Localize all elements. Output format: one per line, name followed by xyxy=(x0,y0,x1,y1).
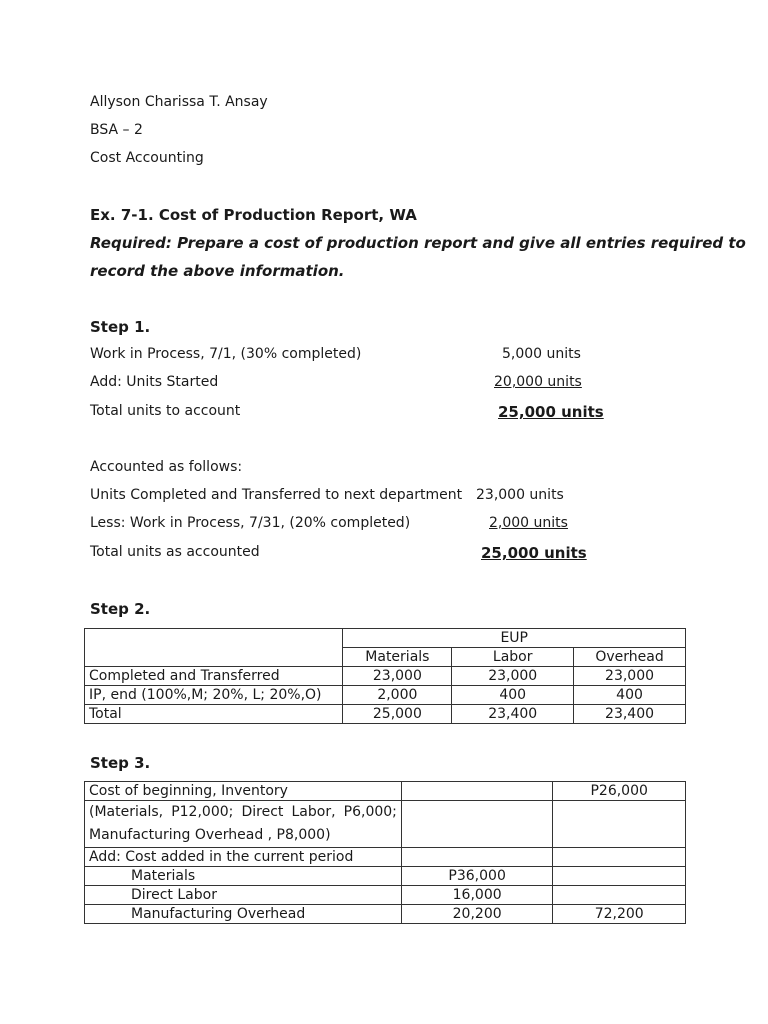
row-label: Manufacturing Overhead xyxy=(85,905,402,924)
table-row xyxy=(85,667,686,686)
accounted-row-value: 2,000 units xyxy=(489,515,568,531)
step1-row-value: 20,000 units xyxy=(494,374,582,390)
row-label: Cost of beginning, Inventory xyxy=(85,782,402,801)
table-row xyxy=(85,867,686,886)
accounted-row-value: 23,000 units xyxy=(476,487,564,503)
accounted-heading: Accounted as follows: xyxy=(90,459,243,475)
cell-value xyxy=(553,848,686,867)
required-line-1: Required: Prepare a cost of production report and give all entries required to xyxy=(90,234,746,252)
cell-value: 23,000 xyxy=(343,667,452,686)
row-label-line: (Materials, P12,000; Direct Labor, P6,000; xyxy=(89,804,397,820)
accounted-row-label: Units Completed and Transferred to next department xyxy=(90,487,463,503)
cell-value xyxy=(553,867,686,886)
required-line-2: record the above information. xyxy=(90,262,345,280)
cell-value: 23,000 xyxy=(574,667,686,686)
cell-value: 72,200 xyxy=(553,905,686,924)
cell-value: 20,200 xyxy=(401,905,552,924)
table-row xyxy=(85,886,686,905)
cell-value: P26,000 xyxy=(553,782,686,801)
row-label: Materials xyxy=(85,867,402,886)
row-label-line: Manufacturing Overhead , P8,000) xyxy=(89,827,331,843)
column-header-materials: Materials xyxy=(343,648,452,667)
row-label: Total xyxy=(85,705,343,724)
cell-value: 23,000 xyxy=(452,667,574,686)
cell-value: 16,000 xyxy=(401,886,552,905)
cell-value: 400 xyxy=(574,686,686,705)
row-label: Completed and Transferred xyxy=(85,667,343,686)
step3-heading: Step 3. xyxy=(90,754,151,772)
cost-table xyxy=(84,781,686,924)
accounted-total-value: 25,000 units xyxy=(481,544,587,562)
step1-heading: Step 1. xyxy=(90,318,151,336)
section-label: BSA – 2 xyxy=(90,122,143,138)
course-label: Cost Accounting xyxy=(90,150,204,166)
eup-group-header: EUP xyxy=(343,629,686,648)
accounted-row-label: Less: Work in Process, 7/31, (20% completed) xyxy=(90,515,411,531)
table-row xyxy=(85,705,686,724)
cell-value xyxy=(401,801,552,848)
cell-value: 23,400 xyxy=(452,705,574,724)
eup-table-corner xyxy=(85,629,343,648)
table-row xyxy=(85,782,686,801)
cell-value xyxy=(553,801,686,848)
cell-value xyxy=(553,886,686,905)
accounted-row-label: Total units as accounted xyxy=(90,544,260,560)
table-row xyxy=(85,801,686,848)
step1-row-value: 5,000 units xyxy=(502,346,581,362)
row-label: IP, end (100%,M; 20%, L; 20%,O) xyxy=(85,686,343,705)
table-row xyxy=(85,686,686,705)
column-header-labor: Labor xyxy=(452,648,574,667)
eup-table xyxy=(84,628,686,724)
cell-value: P36,000 xyxy=(401,867,552,886)
author-name: Allyson Charissa T. Ansay xyxy=(90,94,268,110)
cell-value: 25,000 xyxy=(343,705,452,724)
cell-value: 23,400 xyxy=(574,705,686,724)
table-row xyxy=(85,848,686,867)
cell-value: 400 xyxy=(452,686,574,705)
step2-heading: Step 2. xyxy=(90,600,151,618)
step1-row-label: Total units to account xyxy=(90,403,241,419)
eup-table-corner xyxy=(85,648,343,667)
step1-row-label: Add: Units Started xyxy=(90,374,219,390)
step1-total-value: 25,000 units xyxy=(498,403,604,421)
step1-row-label: Work in Process, 7/1, (30% completed) xyxy=(90,346,362,362)
row-label xyxy=(85,801,402,848)
exercise-title: Ex. 7-1. Cost of Production Report, WA xyxy=(90,206,417,224)
row-label: Direct Labor xyxy=(85,886,402,905)
cell-value xyxy=(401,848,552,867)
table-row xyxy=(85,905,686,924)
cell-value xyxy=(401,782,552,801)
cell-value: 2,000 xyxy=(343,686,452,705)
column-header-overhead: Overhead xyxy=(574,648,686,667)
row-label: Add: Cost added in the current period xyxy=(85,848,402,867)
